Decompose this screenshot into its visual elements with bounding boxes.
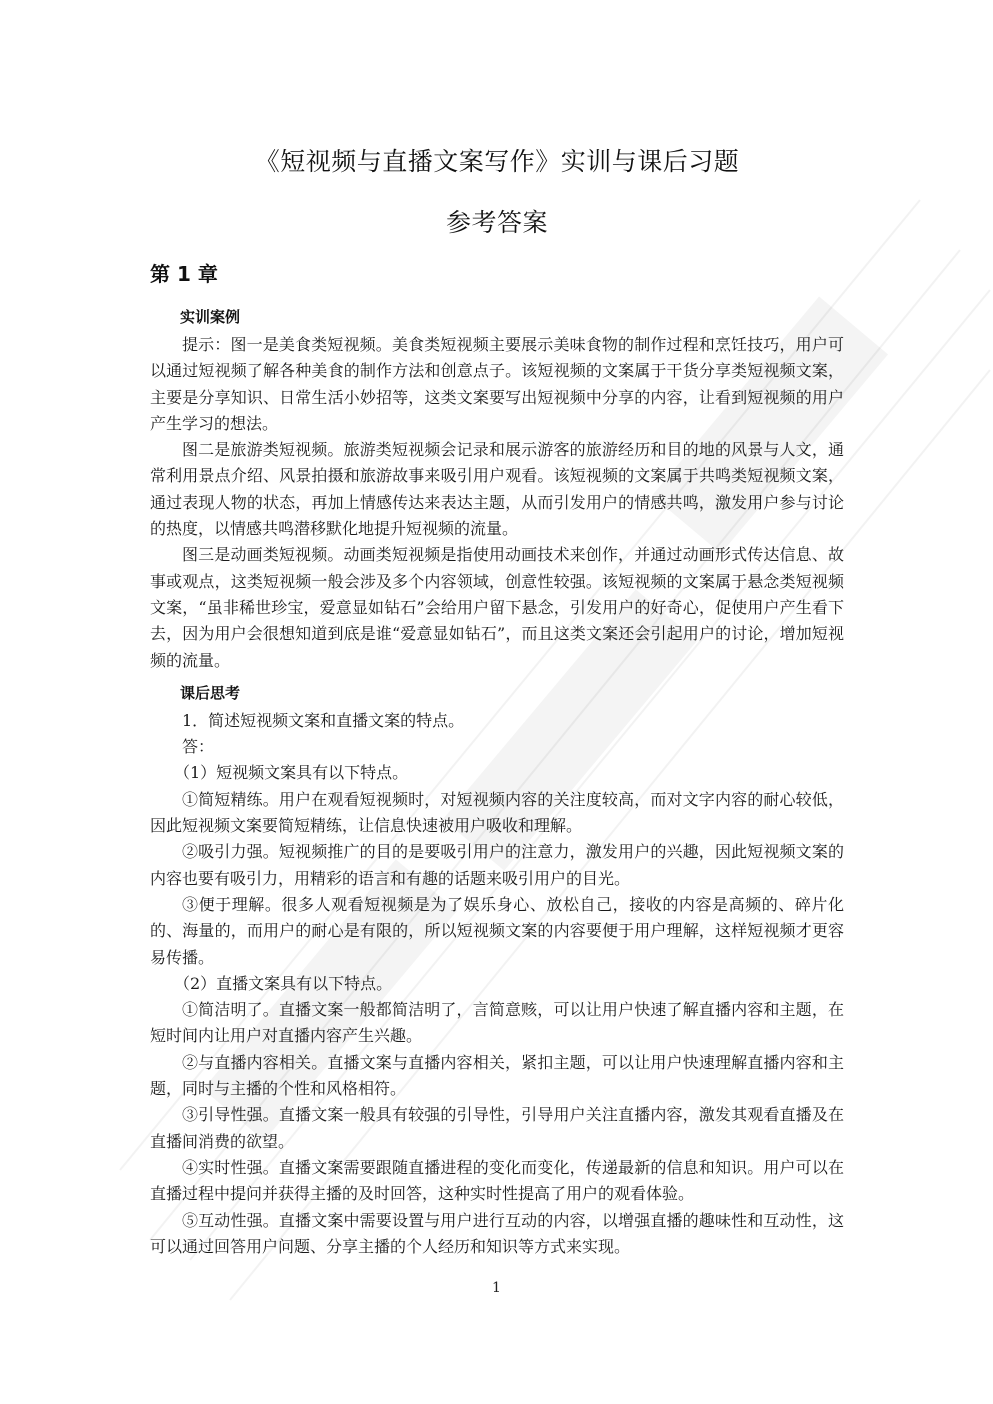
section-heading: 课后思考 (180, 683, 241, 702)
list-heading: （1）短视频文案具有以下特点。 (174, 763, 409, 783)
paragraph: ①简洁明了。直播文案一般都简洁明了，言简意赅，可以让用户快速了解直播内容和主题，在短时间内让用户对直播内容产生兴趣。 (150, 1000, 844, 1046)
section-heading: 实训案例 (180, 308, 241, 326)
paragraph: ②与直播内容相关。直播文案与直播内容相关，紧扣主题，可以让用户快速理解直播内容和主题，同时与主播的个性和风格相符。 (150, 1052, 844, 1099)
paragraph: ②吸引力强。短视频推广的目的是要吸引用户的注意力，激发用户的兴趣，因此短视频文案的内容也要有吸引力，用精彩的语言和有趣的话题来吸引用户的目光。 (150, 842, 844, 888)
paragraph: ③便于理解。很多人观看短视频是为了娱乐身心、放松自己，接收的内容是高频的、碎片化的、海量的，而用户的耐心是有限的，所以短视频文案的内容要便于用户理解，这样短视频才更容易传播。 (150, 894, 844, 967)
list-heading: （2）直播文案具有以下特点。 (174, 973, 393, 993)
paragraph: 提示：图一是美食类短视频。美食类短视频主要展示美味食物的制作过程和烹饪技巧，用户可以通过短视频了解各种美食的制作方法和创意点子。该短视频的文案属于干货分享类短视频文案，主要是分享知识、日常生活小妙招等，这类文案要写出短视频中分享的内容，让看到短视频的用户产生学习的想法。 (150, 335, 844, 433)
chapter-heading: 第 1 章 (150, 262, 218, 286)
paragraph: 图三是动画类短视频。动画类短视频是指使用动画技术来创作，并通过动画形式传达信息、故事或观点，这类短视频一般会涉及多个内容领域，创意性较强。该短视频的文案属于悬念类短视频文案，“虽非稀世珍宝，爱意显如钻石”会给用户留下悬念，引发用户的好奇心，促使用户产生看下去，因为用户会很想知道到底是谁“爱意显如钻石”，而且这类文案还会引起用户的讨论，增加短视频的流量。 (150, 545, 844, 670)
paragraph: 图二是旅游类短视频。旅游类短视频会记录和展示游客的旅游经历和目的地的风景与人文，通常利用景点介绍、风景拍摄和旅游故事来吸引用户观看。该短视频的文案属于共鸣类短视频文案，通过表现人物的状态，再加上情感传达来表达主题，从而引发用户的情感共鸣，激发用户参与讨论的热度，以情感共鸣潜移默化地提升短视频的流量。 (150, 440, 844, 539)
document-subtitle: 参考答案 (445, 208, 548, 237)
page-number: 1 (492, 1280, 501, 1296)
paragraph: ④实时性强。直播文案需要跟随直播进程的变化而变化，传递最新的信息和知识。用户可以在直播过程中提问并获得主播的及时回答，这种实时性提高了用户的观看体验。 (150, 1157, 844, 1204)
question: 1．简述短视频文案和直播文案的特点。 (182, 710, 465, 730)
paragraph: ⑤互动性强。直播文案中需要设置与用户进行互动的内容，以增强直播的趣味性和互动性，这可以通过回答用户问题、分享主播的个人经历和知识等方式来实现。 (150, 1210, 844, 1256)
document-body (150, 302, 844, 1260)
answer-label: 答： (182, 737, 215, 757)
paragraph: ③引导性强。直播文案一般具有较强的引导性，引导用户关注直播内容，激发其观看直播及在直播间消费的欲望。 (150, 1105, 844, 1151)
document-title: 《短视频与直播文案写作》实训与课后习题 (254, 147, 740, 176)
paragraph: ①简短精练。用户在观看短视频时，对短视频内容的关注度较高，而对文字内容的耐心较低，因此短视频文案要简短精练，让信息快速被用户吸收和理解。 (150, 789, 844, 836)
